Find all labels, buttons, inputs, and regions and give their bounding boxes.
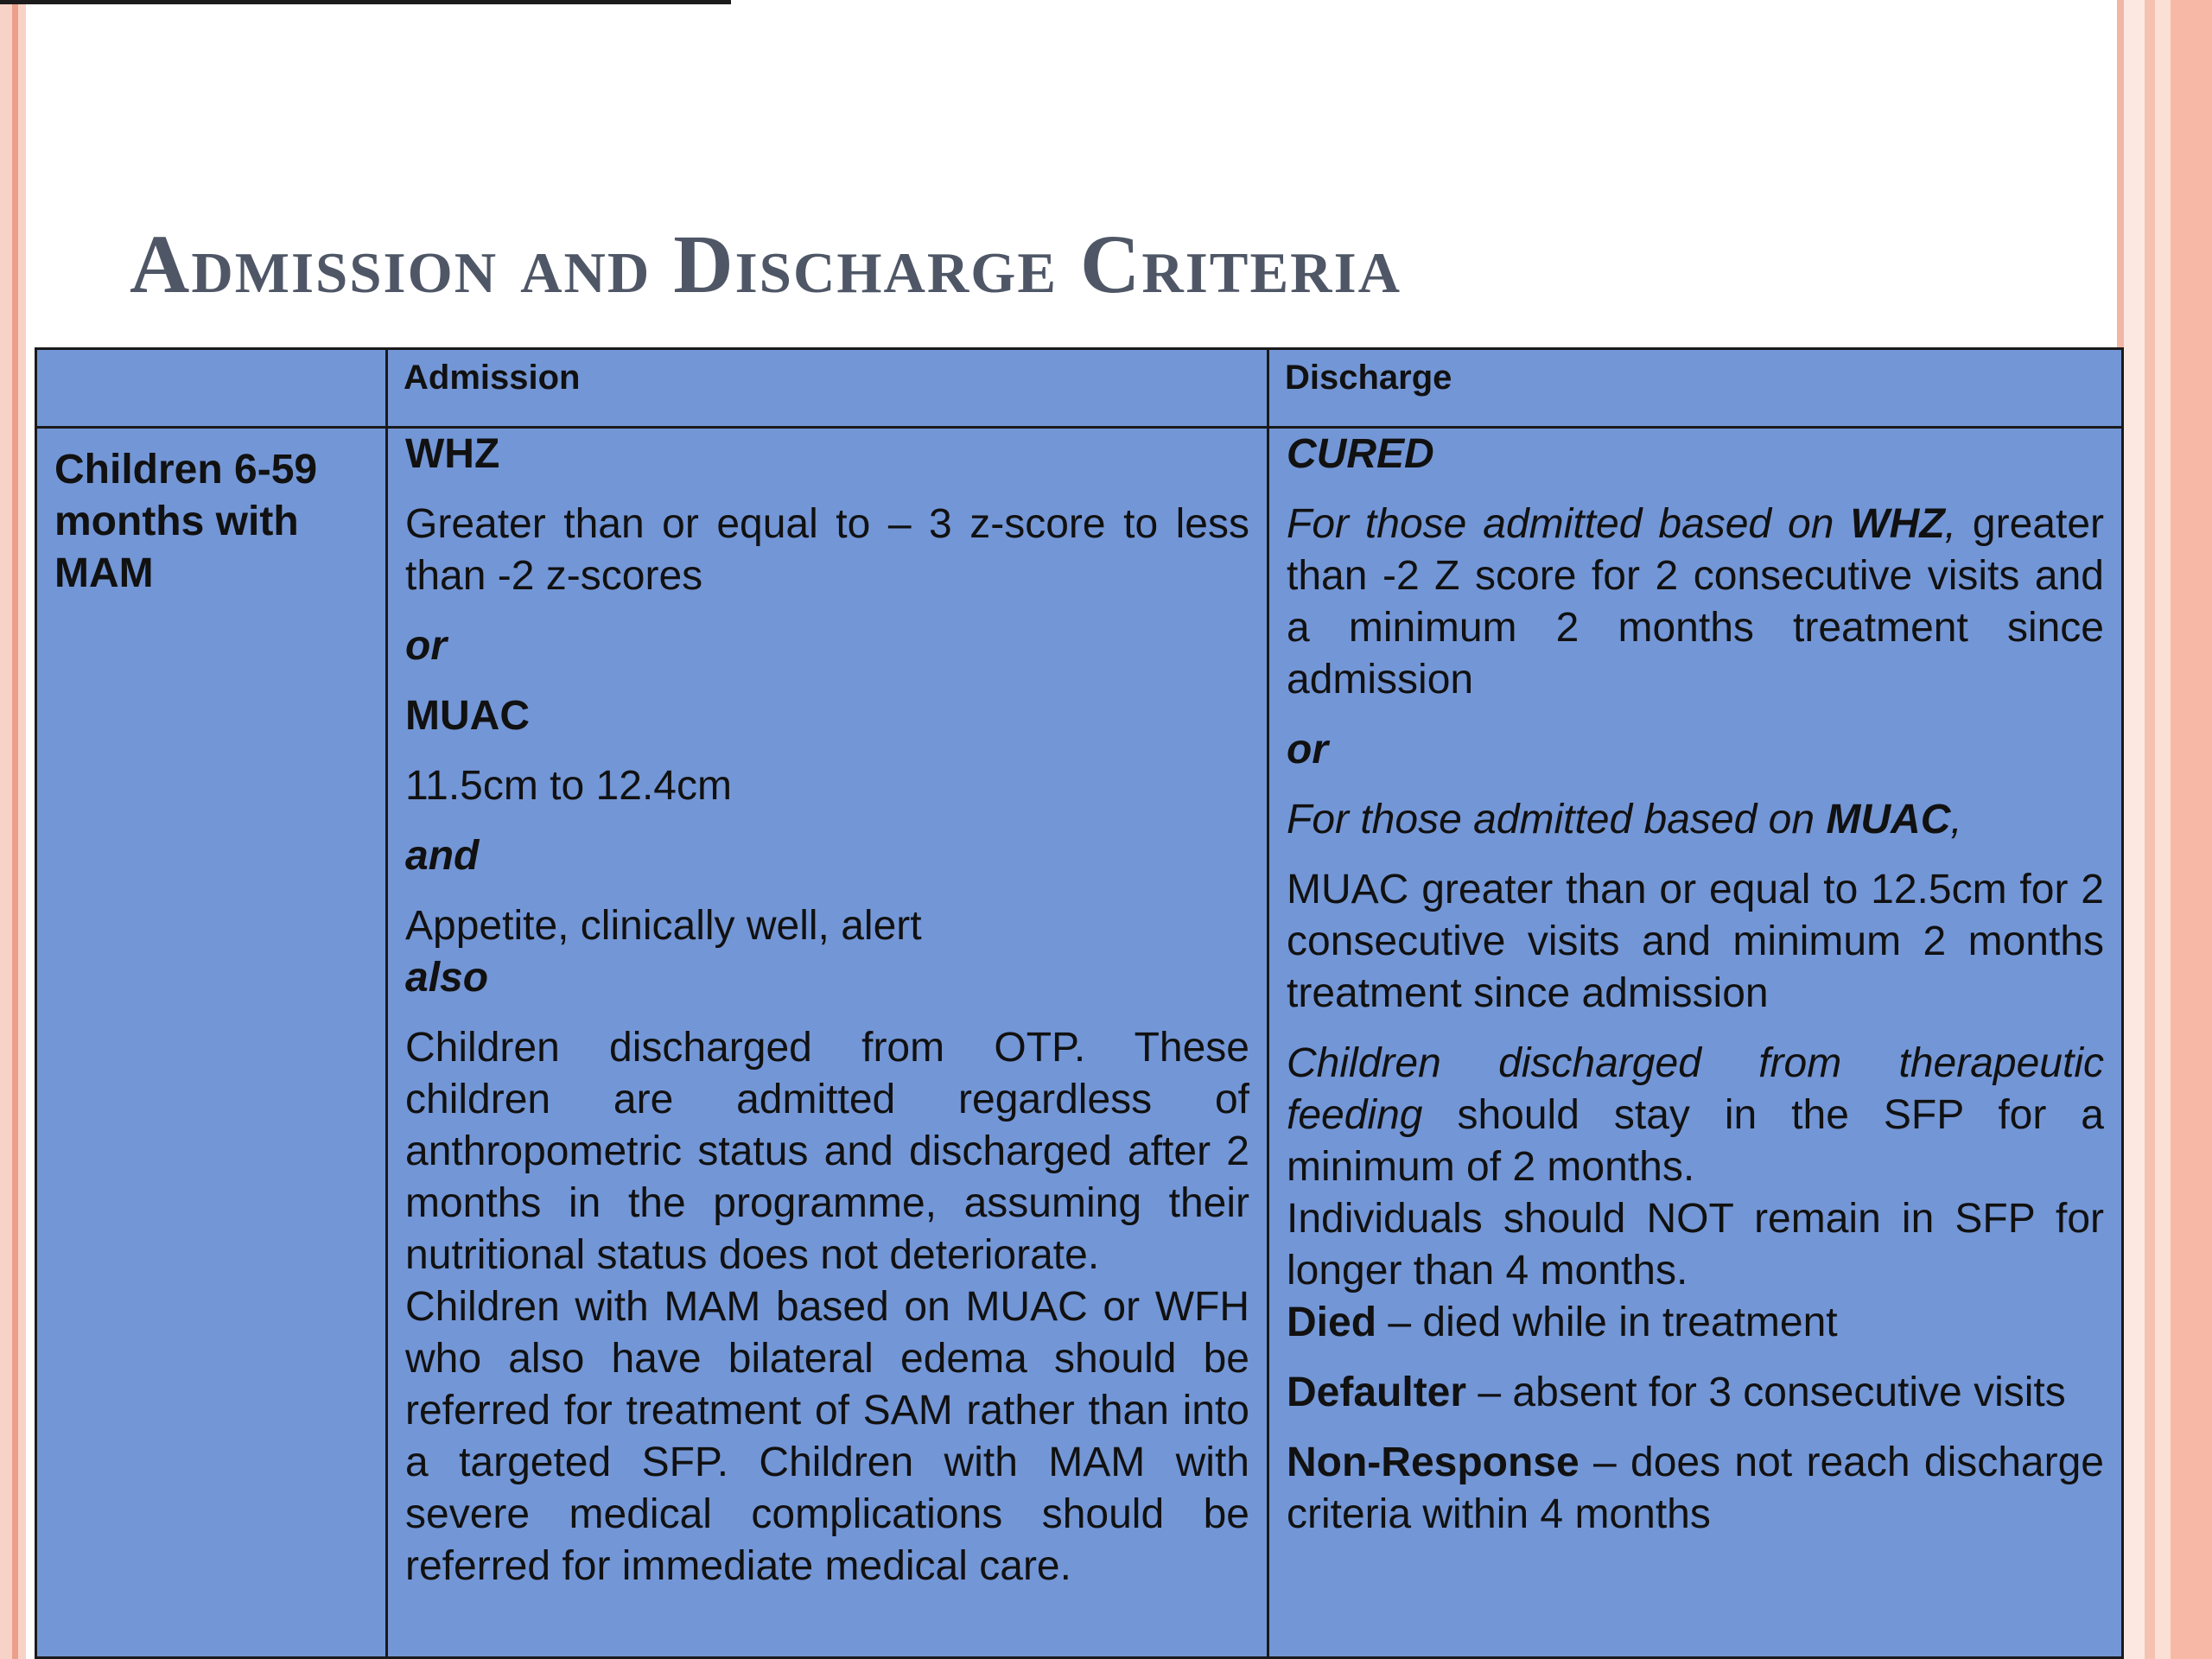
- otp-text: Children discharged from OTP. These children are admitted regardless of anthropometric status and discharged after 2 months in the programme, assuming their nutritional status does not deteriorate.: [405, 1025, 1249, 1278]
- slide-title: Admission and Discharge Criteria: [130, 218, 1402, 310]
- criteria-table: [35, 347, 2124, 1659]
- right-border-decoration: [2117, 0, 2212, 1659]
- edema-text: Children with MAM based on MUAC or WFH who also have bilateral edema should be referred for treatment of SAM rather than into a targeted SFP. Children with MAM with severe medical complications should be referred for immediate medical care.: [405, 1284, 1249, 1589]
- row-label: Children 6-59 months with MAM: [54, 447, 318, 596]
- cured-heading: CURED: [1287, 431, 1434, 477]
- or-connector: or: [405, 623, 447, 669]
- defaulter-text: Defaulter – absent for 3 consecutive visits: [1287, 1370, 2066, 1415]
- appetite-text: Appetite, clinically well, alert: [405, 903, 922, 949]
- header-discharge: Discharge: [1268, 349, 2123, 428]
- header-empty-cell: [36, 349, 387, 428]
- row-label-cell: [36, 428, 387, 1658]
- table-header-row: [36, 349, 2123, 428]
- muac-discharge-intro: For those admitted based on MUAC,: [1287, 797, 1962, 842]
- muac-discharge-text: MUAC greater than or equal to 12.5cm for 2 consecutive visits and minimum 2 months treatment since admission: [1287, 867, 2104, 1016]
- and-connector: and: [405, 833, 480, 879]
- whz-discharge-text: For those admitted based on WHZ, greater than -2 Z score for 2 consecutive visits and a minimum 2 months treatment since admission: [1287, 501, 2104, 702]
- discharge-cell: [1268, 428, 2123, 1658]
- non-response-text: Non-Response – does not reach discharge criteria within 4 months: [1287, 1440, 2104, 1537]
- left-edge-decoration: [0, 0, 26, 1659]
- or-connector-discharge: or: [1287, 727, 1328, 772]
- individuals-text: Individuals should NOT remain in SFP for longer than 4 months.: [1287, 1196, 2104, 1294]
- admission-cell: [387, 428, 1268, 1658]
- muac-heading: MUAC: [405, 693, 530, 739]
- whz-criteria-text: Greater than or equal to – 3 z-score to less than -2 z-scores: [405, 501, 1249, 599]
- muac-criteria-text: 11.5cm to 12.4cm: [405, 763, 732, 809]
- header-admission: Admission: [387, 349, 1268, 428]
- died-text: Died – died while in treatment: [1287, 1300, 1838, 1345]
- therapeutic-feeding-text: Children discharged from therapeutic feeding should stay in the SFP for a minimum of 2 months.: [1287, 1040, 2104, 1190]
- top-divider-bar: [0, 0, 731, 4]
- table-row: [36, 428, 2123, 1658]
- also-connector: also: [405, 955, 489, 1001]
- whz-heading: WHZ: [405, 431, 500, 477]
